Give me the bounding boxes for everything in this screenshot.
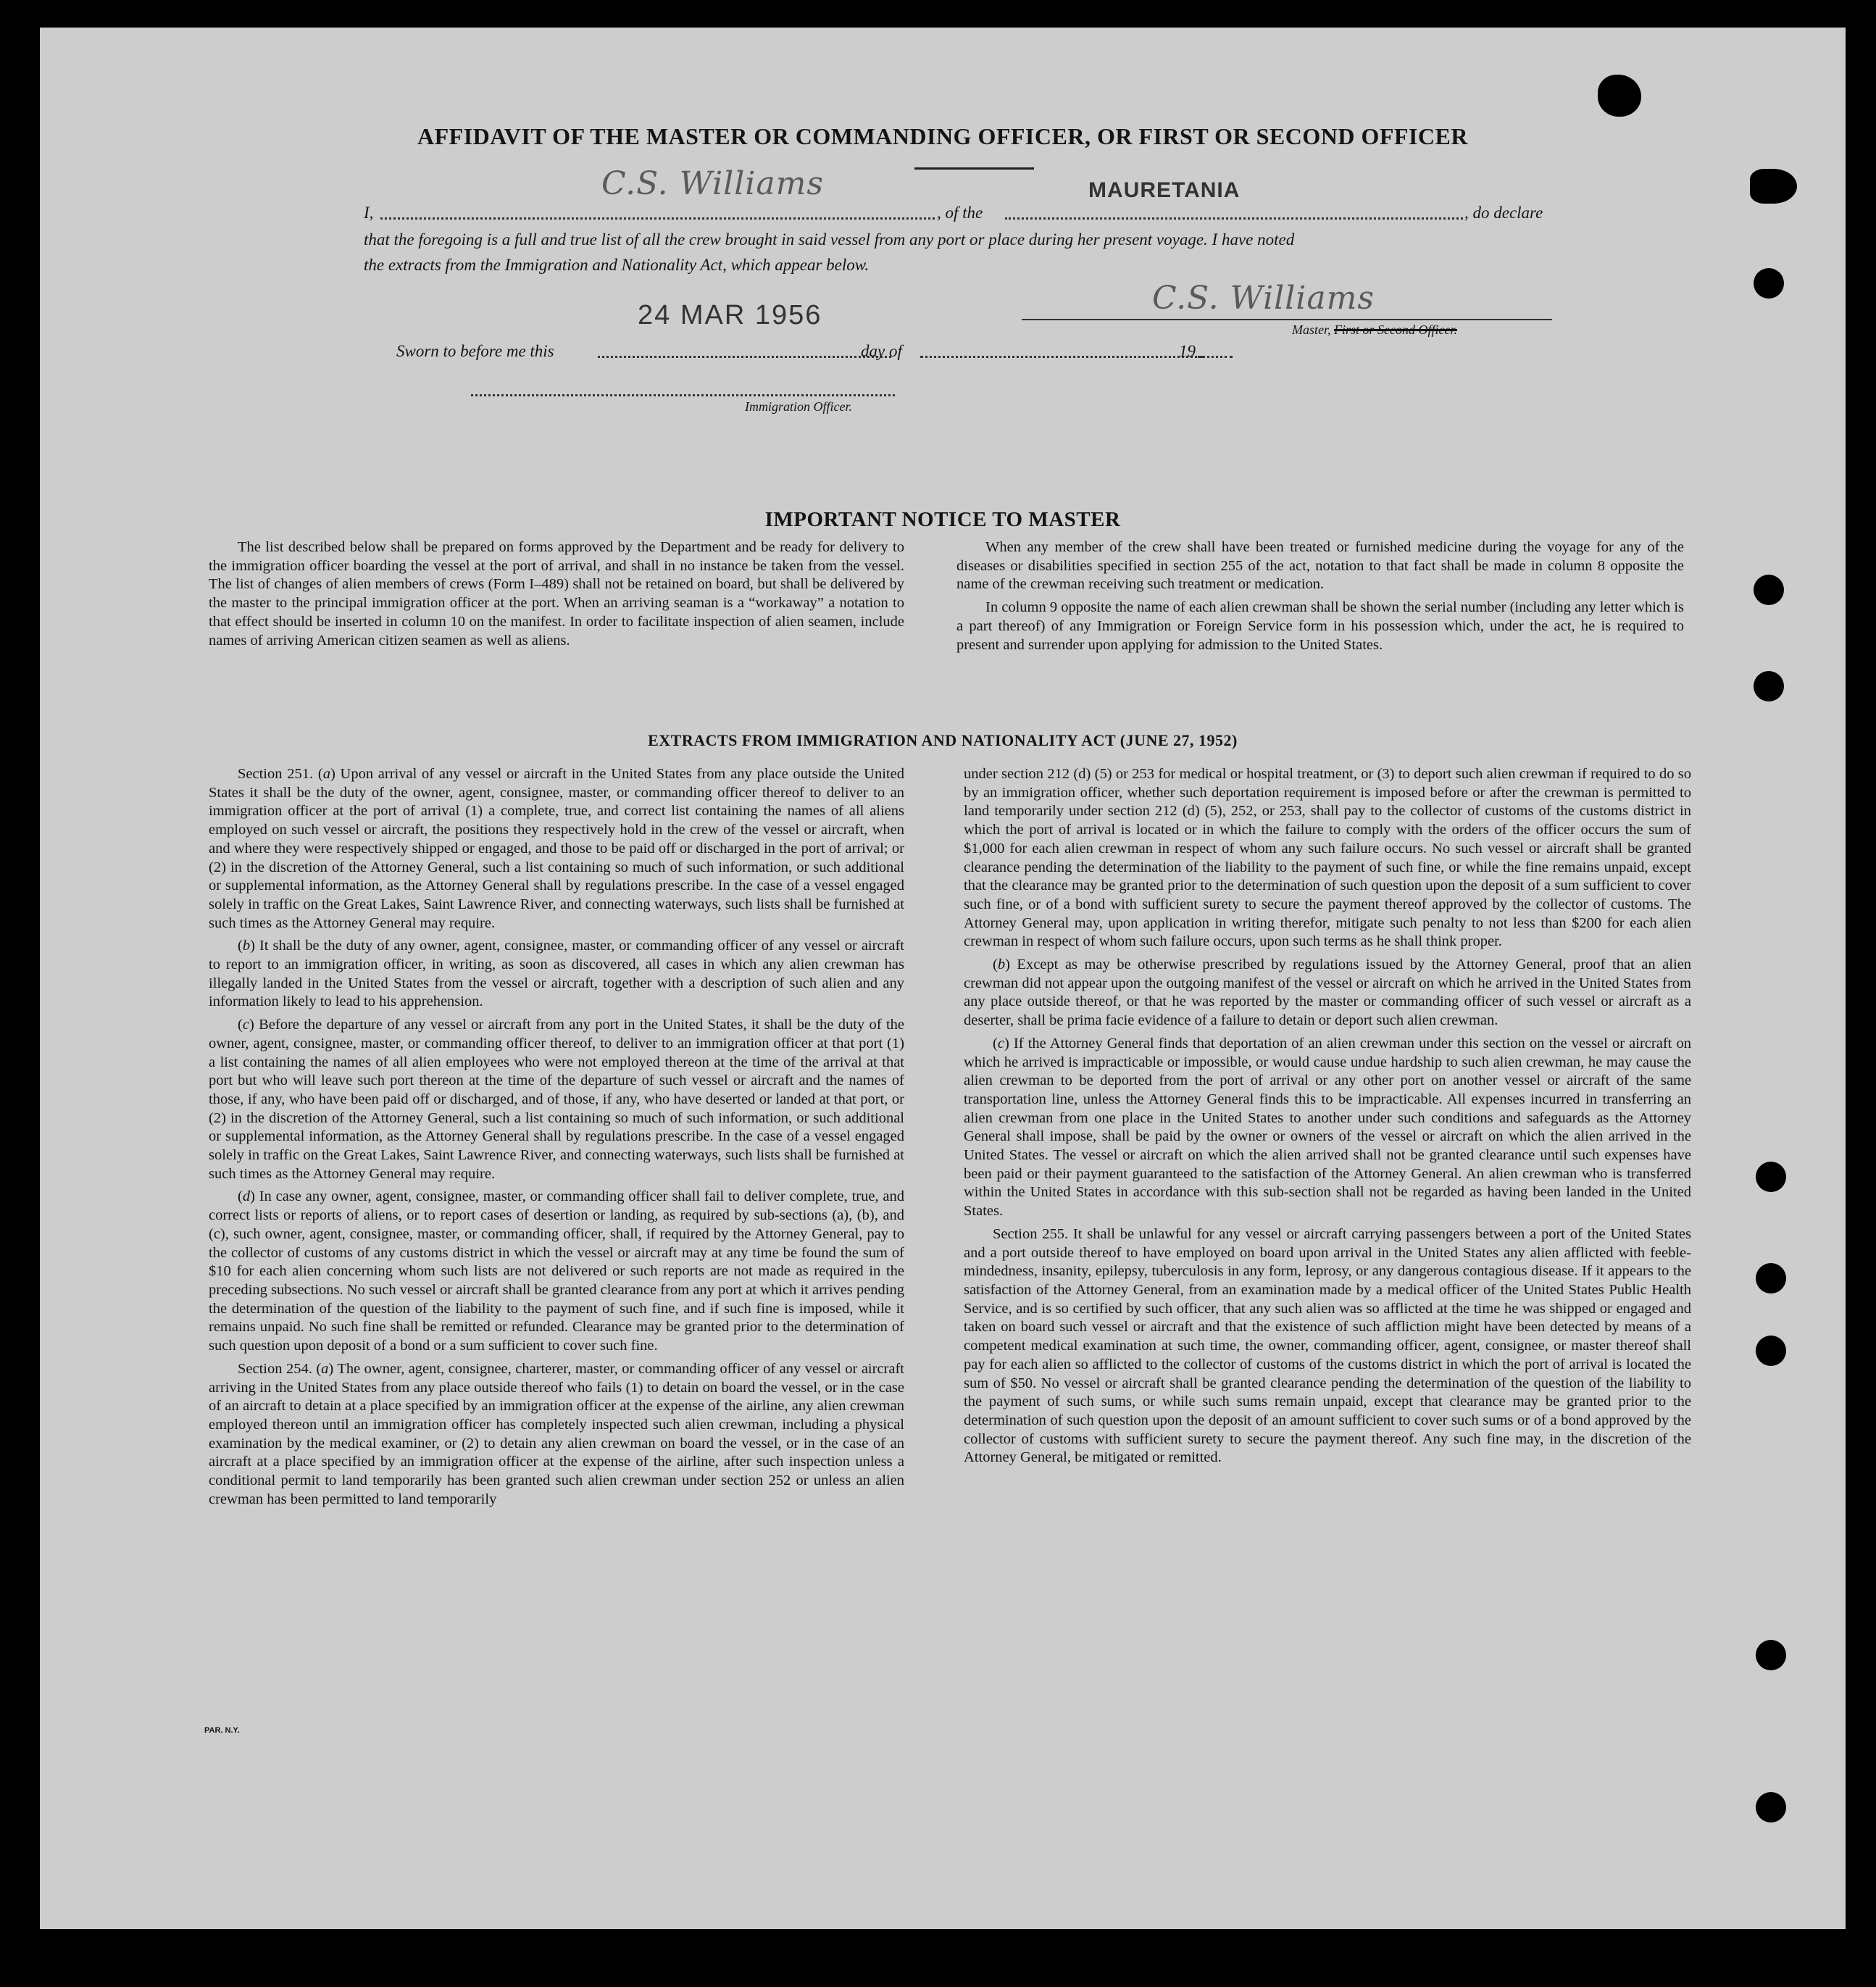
master-signature: C.S. Williams [1152, 280, 1375, 317]
section-251c: (c) Before the departure of any vessel or aircraft from any port in the United States, it shall be the duty of the owner, agent, consignee, master, or commanding officer thereof, to deliver to an immigration officer at that port (1) a list containing the names of all alien employees who were not employed thereon at the time of the arrival at that port but who will leave such port thereon at the time of the departure of such vessel or aircraft and the names of those, if any, who have been paid off or discharged, and of those, if any, who have deserted or landed at that port, or (2) in the discretion of the Attorney General, such a list containing so much of such information, or such additional or supplemental information, as the Attorney General shall by regulations prescribe. In the case of a vessel engaged solely in traffic on the Great Lakes, Saint Lawrence River, and connecting waterways, such lists shall be furnished at such times as the Attorney General may require. [209, 1017, 904, 1182]
section-251c-letter: c [242, 1017, 249, 1033]
punch-hole-9 [1756, 1792, 1786, 1823]
notice-left-column [209, 538, 904, 654]
declaration-line-3: the extracts from the Immigration and Nationality Act, which appear below. [364, 256, 870, 274]
punch-hole-3 [1754, 575, 1784, 605]
punch-hole-2 [1754, 268, 1784, 299]
declaration-line-2: that the foregoing is a full and true list of all the crew brought in said vessel from any port or place during her present voyage. I have noted [364, 230, 1295, 249]
declare-of-the-label: , of the [937, 204, 983, 222]
declare-do-declare-label: , do declare [1464, 204, 1543, 222]
punch-hole-8 [1756, 1640, 1786, 1670]
master-signature-line [1022, 319, 1552, 320]
extracts-title: EXTRACTS FROM IMMIGRATION AND NATIONALITY ACT (JUNE 27, 1952) [648, 731, 1238, 749]
section-251a [209, 765, 904, 933]
notice-right-paragraph-1: When any member of the crew shall have been treated or furnished medicine during the voyage for any of the diseases or disabilities specified in section 255 of the act, notation to that fact shall be made in column 8 opposite the name of the crewman receiving such treatment or medication. [956, 539, 1684, 593]
section-254a-intro: Section 254. ( [238, 1360, 322, 1377]
title-rule [914, 167, 1034, 170]
section-254c-letter: c [997, 1035, 1004, 1051]
section-254b-intro: ( [993, 957, 998, 973]
section-254b [964, 956, 1691, 1030]
extracts-right-column [964, 765, 1691, 1472]
section-251b-text: ) It shall be the duty of any owner, agent, consignee, master, or commanding officer of any vessel or aircraft to report to an immigration officer, in writing, as soon as discovered, all cases in which any alien crewman has illegally landed in the United States from the vessel or aircraft, together with a description of such alien and any information likely to lead to his apprehension. [209, 938, 904, 1010]
immigration-officer-caption: Immigration Officer. [745, 399, 852, 414]
punch-hole-6 [1756, 1263, 1786, 1294]
declare-i-label: I, [364, 204, 374, 222]
vessel-name-line [1005, 217, 1463, 220]
section-254c-text: ) If the Attorney General finds that deportation of an alien crewman under this section on the vessel or aircraft on which he arrived is impracticable or impossible, or would cause undue hardship to such alien crewman, he may cause the alien crewman to be deported from the port of arrival or any other port on another vessel or aircraft of the same transportation line, unless the Attorney General finds this to be impracticable. All expenses incurred in transferring an alien crewman from one place in the United States to another under such conditions and safeguards as the Attorney General shall impose, shall be paid by the owner or owners of the vessel or aircraft on which the alien arrived in the United States. The vessel or aircraft on which the alien arrived shall not be granted clearance until such expenses have been paid or their payment guaranteed to the satisfaction of the Attorney General. An alien crewman who is transferred within the United States in accordance with this sub-section shall not be regarded as having been landed in the United States. [964, 1035, 1691, 1220]
declarant-signature: C.S. Williams [601, 165, 824, 202]
section-254a-letter: a [321, 1360, 329, 1377]
notice-right-paragraph-2: In column 9 opposite the name of each alien crewman shall be shown the serial number (including any letter which is a part thereof) of any Immigration or Foreign Service form in his possession which, under the act, he is required to present and surrender upon applying for admission to the United States. [956, 599, 1684, 653]
footer-print-code: PAR. N.Y. [204, 1726, 240, 1735]
master-caption [1292, 322, 1457, 338]
immigration-officer-line [471, 394, 895, 396]
section-254a [209, 1360, 904, 1509]
master-caption-master: Master, [1292, 322, 1331, 337]
punch-hole-4 [1754, 671, 1784, 701]
year-line [1198, 356, 1233, 358]
punch-hole-7 [1756, 1336, 1786, 1366]
section-251a-intro: Section 251. ( [238, 766, 323, 782]
section-254a-continued: under section 212 (d) (5) or 253 for medical or hospital treatment, or (3) to deport such alien crewman if required to do so by an immigration officer, whether such deportation requirement is imposed before or after the crewman is permitted to land temporarily under section 212 (d) (5), 252, or 253, shall pay to the collector of customs of the customs district in which the port of arrival is located or in which the failure to comply with the orders of the officer occurs the sum of $1,000 for each alien crewman in respect of whom any such failure occurs. No such vessel or aircraft shall be granted clearance pending the determination of the liability to the payment of such fine, or while the fine remains unpaid, except that the clearance may be granted prior to the determination of such question upon the deposit of a sum sufficient to cover such fine, or of a bond with sufficient surety to secure the payment thereof approved by the collector of customs. The Attorney General may, upon application in writing therefor, mitigate such penalty to not less than $200 for each alien crewman in respect of whom such failure occurs, upon such terms as he shall think proper. [964, 766, 1691, 950]
document-sheet [40, 28, 1846, 1929]
notice-title: IMPORTANT NOTICE TO MASTER [764, 508, 1121, 531]
day-of-label: day of [861, 342, 902, 360]
section-251a-letter: a [322, 766, 330, 782]
punch-hole-1 [1750, 169, 1797, 204]
date-stamp: 24 MAR 1956 [638, 300, 822, 330]
punch-hole-top-blot [1598, 75, 1641, 117]
section-254a-text: ) The owner, agent, consignee, charterer, master, or commanding officer of any vessel or aircraft arriving in the United States from any place outside thereof who fails (1) to detain on board the vessel, or in the case of an aircraft to detain at a place specified by an immigration officer at the expense of the airline, any alien crewman employed thereon until an immigration officer has completely inspected such alien crewman, including a physical examination by the medical examiner, or (2) to detain any alien crewman on board the vessel, or in the case of an aircraft at a place specified by an immigration officer at the expense of the airline, after such inspection unless a conditional permit to land temporarily has been granted such alien crewman under section 252 or unless an alien crewman has been permitted to land temporarily [209, 1360, 904, 1507]
notice-left-paragraph: The list described below shall be prepared on forms approved by the Department and be ready for delivery to the immigration officer boarding the vessel at the port of arrival, and shall in no instance be taken from the vessel. The list of changes of alien members of crews (Form I–489) shall not be retained on board, but shall be delivered by the master to the principal immigration officer at the port. When an arriving seaman is a “workaway” a notation to that effect should be inserted in column 10 on the manifest. In order to facilitate inspection of alien seamen, include names of arriving American citizen seamen as well as aliens. [209, 539, 904, 649]
sworn-date-line [598, 356, 891, 358]
section-254b-text: ) Except as may be otherwise prescribed by regulations issued by the Attorney General, proof that an alien crewman did not appear upon the outgoing manifest of the vessel or aircraft on which he arrived in the United States from any place outside thereof, or that he was reported by the master or commanding officer of such vessel or aircraft as a deserter, shall be prima facie evidence of a failure to detain or deport such alien crewman. [964, 957, 1691, 1029]
month-line [920, 356, 1203, 358]
extracts-left-column [209, 765, 904, 1513]
master-caption-struck: First or Second Officer. [1334, 322, 1457, 337]
section-251a-text: ) Upon arrival of any vessel or aircraft in the United States from any place outside the United States it shall be the duty of the owner, agent, consignee, master, or commanding officer thereof to deliver to an immigration officer at the port of arrival (1) a complete, true, and correct list containing the names of all aliens employed on such vessel or aircraft, the positions they respectively hold in the crew of the vessel or aircraft, when and where they were respectively shipped or engaged, and those to be paid off or discharged in the port of arrival; or (2) in the discretion of the Attorney General, such a list containing so much of such information, or such additional or supplemental information, as the Attorney General shall by regulations prescribe. In the case of a vessel engaged solely in traffic on the Great Lakes, Saint Lawrence River, and connecting waterways, such lists shall be furnished at such times as the Attorney General may require. [209, 766, 904, 931]
section-251c-text: ) Before the departure of any vessel or aircraft from any port in the United States, it shall be the duty of the owner, agent, consignee, master, or commanding officer thereof, to deliver to an immigration officer at that port (1) a list containing the names of all alien employees who were not employed thereon at the time of the arrival at that port but who will leave such port thereon at the time of the departure of such vessel or aircraft and the names of those, if any, who have been paid off or discharged, and of those, if any, who have deserted or landed at that port, or (2) in the discretion of the Attorney General, such a list containing so much of such information, or such additional or supplemental information, as the Attorney General shall by regulations prescribe. In the case of a vessel engaged solely in traffic on the Great Lakes, Saint Lawrence River, and connecting waterways, such lists shall be furnished at such times as the Attorney General may require. [209, 1017, 904, 1182]
section-254c: (c) If the Attorney General finds that deportation of an alien crewman under this section on the vessel or aircraft on which he arrived is impracticable or impossible, or would cause undue hardship to such alien crewman, he may cause the alien crewman to be deported from the port of arrival or any other port on another vessel or aircraft of the same transportation line, unless the Attorney General finds this to be impracticable. All expenses incurred in transferring an alien crewman from one place in the United States to another under such conditions and safeguards as the Attorney General shall impose, shall be paid by the owner or owners of the vessel or aircraft on which the alien arrived in the United States. The vessel or aircraft on which the alien arrived shall not be granted clearance until such expenses have been paid or their payment guaranteed to the satisfaction of the Attorney General. An alien crewman who is transferred within the United States in accordance with this sub-section shall not be regarded as having been landed in the United States. [964, 1035, 1691, 1220]
year-label: 19 [1179, 342, 1196, 360]
section-251d-letter: d [242, 1188, 251, 1205]
notice-right-column [956, 538, 1684, 659]
section-251b-letter: b [242, 938, 251, 954]
vessel-name-stamp: MAURETANIA [1088, 178, 1241, 202]
section-255: Section 255. It shall be unlawful for any vessel or aircraft carrying passengers between a port of the United States and a port outside thereof to have employed on board upon arrival in the United States any alien afflicted with feeble-mindedness, insanity, epilepsy, tuberculosis in any form, leprosy, or any dangerous contagious disease. If it appears to the satisfaction of the Attorney General, from an examination made by a medical officer of the United States Public Health Service, and is so certified by such officer, that any such alien was so afflicted at the time he was shipped or engaged and taken on board such vessel or aircraft and that the existence of such affliction might have been detected by means of a competent medical examination at such time, the owner, commanding officer, agent, consignee, or master thereof shall pay for each alien so afflicted to the collector of customs of the customs district in which the port of arrival is located the sum of $50. No vessel or aircraft shall be granted clearance pending the determination of the question of the liability to the payment of such sums, or while such sums remain unpaid, except that clearance may be granted prior to the determination of such question upon the deposit of an amount sufficient to cover such sums or of a bond approved by the collector of customs with sufficient surety to secure the payment thereof. Any such fine may, in the discretion of the Attorney General, be mitigated or remitted. [964, 1225, 1691, 1466]
punch-hole-5 [1756, 1162, 1786, 1192]
sworn-label: Sworn to before me this [396, 342, 554, 360]
declarant-name-line [380, 217, 935, 220]
section-251b: (b) It shall be the duty of any owner, agent, consignee, master, or commanding officer of any vessel or aircraft to report to an immigration officer, in writing, as soon as discovered, all cases in which any alien crewman has illegally landed in the United States from the vessel or aircraft, together with a description of such alien and any information likely to lead to his apprehension. [209, 938, 904, 1010]
section-254b-letter: b [997, 957, 1006, 973]
affidavit-title: AFFIDAVIT OF THE MASTER OR COMMANDING OFFICER, OR FIRST OR SECOND OFFICER [417, 123, 1468, 149]
section-251d: (d) In case any owner, agent, consignee, master, or commanding officer shall fail to deliver complete, true, and correct lists or reports of aliens, or to report cases of desertion or landing, as required by sub-sections (a), (b), and (c), such owner, agent, consignee, master, or commanding officer, shall, if required by the Attorney General, pay to the collector of customs of any customs district in which the vessel or aircraft may at any time be found the sum of $10 for each alien concerning whom such lists are not delivered or such reports are not made as required in the preceding subsections. No such vessel or aircraft shall be granted clearance from any port at which it arrives pending the determination of the question of the liability to the payment of such fine, and if such fine is imposed, while it remains unpaid. No such fine shall be remitted or refunded. Clearance may be granted prior to the determination of such question upon deposit of a bond or a sum sufficient to cover such fine. [209, 1188, 904, 1354]
section-251d-text: ) In case any owner, agent, consignee, master, or commanding officer shall fail to deliver complete, true, and correct lists or reports of aliens, or to report cases of desertion or landing, as required by sub-sections (a), (b), and (c), such owner, agent, consignee, master, or commanding officer, shall, if required by the Attorney General, pay to the collector of customs of any customs district in which the vessel or aircraft may at any time be found the sum of $10 for each alien concerning whom such lists are not delivered or such reports are not made as required in the preceding subsections. No such vessel or aircraft shall be granted clearance from any port at which it arrives pending the determination of the question of the liability to the payment of such fine, and if such fine is imposed, while it remains unpaid. No such fine shall be remitted or refunded. Clearance may be granted prior to the determination of such question upon deposit of a bond or a sum sufficient to cover such fine. [209, 1188, 904, 1354]
